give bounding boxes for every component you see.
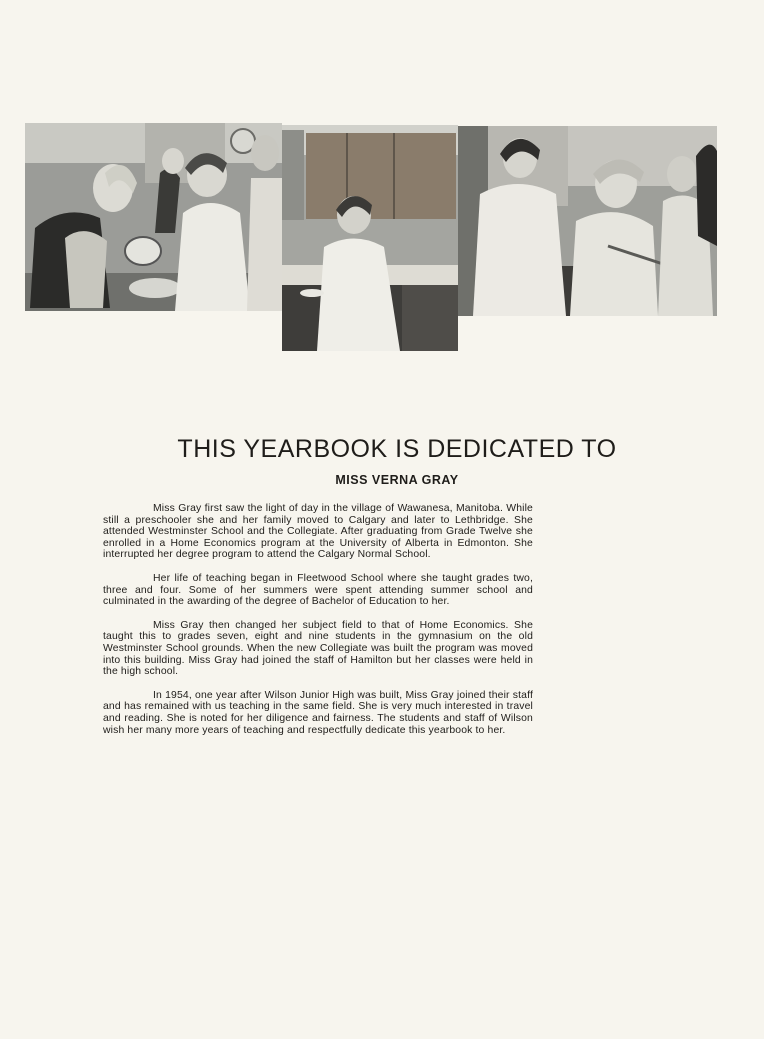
photo-center-image — [282, 125, 458, 351]
paragraph-home-economics: Miss Gray then changed her subject field to that of Home Economics. She taught this to grades seven, eight and nine students in the gymnasium on the old Westminster School grounds. When the new Collegiate was built the program was moved into this building. Miss Gray had joined the staff of Hamilton but her classes were held in the high school. — [103, 619, 533, 678]
photo-right-image — [458, 126, 717, 316]
dedicatee-name: MISS VERNA GRAY — [335, 473, 459, 487]
paragraph-wilson-junior-high: In 1954, one year after Wilson Junior High was built, Miss Gray joined their staff and has remained with us teaching in the same field. She is very much interested in travel and reading. She is noted for her diligence and fairness. The students and staff of Wilson wish her many more years of teaching and respectfully dedicate this yearbook to her. — [103, 689, 533, 736]
paragraph-early-life: Miss Gray first saw the light of day in the village of Wawanesa, Manitoba. While still a preschooler she and her family moved to Calgary and later to Lethbridge. She attended Westminster School and the Collegiate. After graduating from Grade Twelve she enrolled in a Home Economics program at the University of Alberta in Edmonton. She interrupted her degree program to attend the Calgary Normal School. — [103, 503, 533, 561]
photo-left-image — [25, 123, 282, 311]
dedication-title: THIS YEARBOOK IS DEDICATED TO — [177, 435, 617, 463]
paragraph-teaching-career: Her life of teaching began in Fleetwood School where she taught grades two, three and four. Some of her summers were spent attending summer school and culminated in the awarding of the degree of Bachelor of Education to her. — [103, 572, 533, 608]
photo-class-right — [458, 126, 717, 316]
photo-teacher-center — [282, 125, 458, 351]
photo-cooking-class-left — [25, 123, 282, 311]
dedication-body — [103, 503, 533, 748]
